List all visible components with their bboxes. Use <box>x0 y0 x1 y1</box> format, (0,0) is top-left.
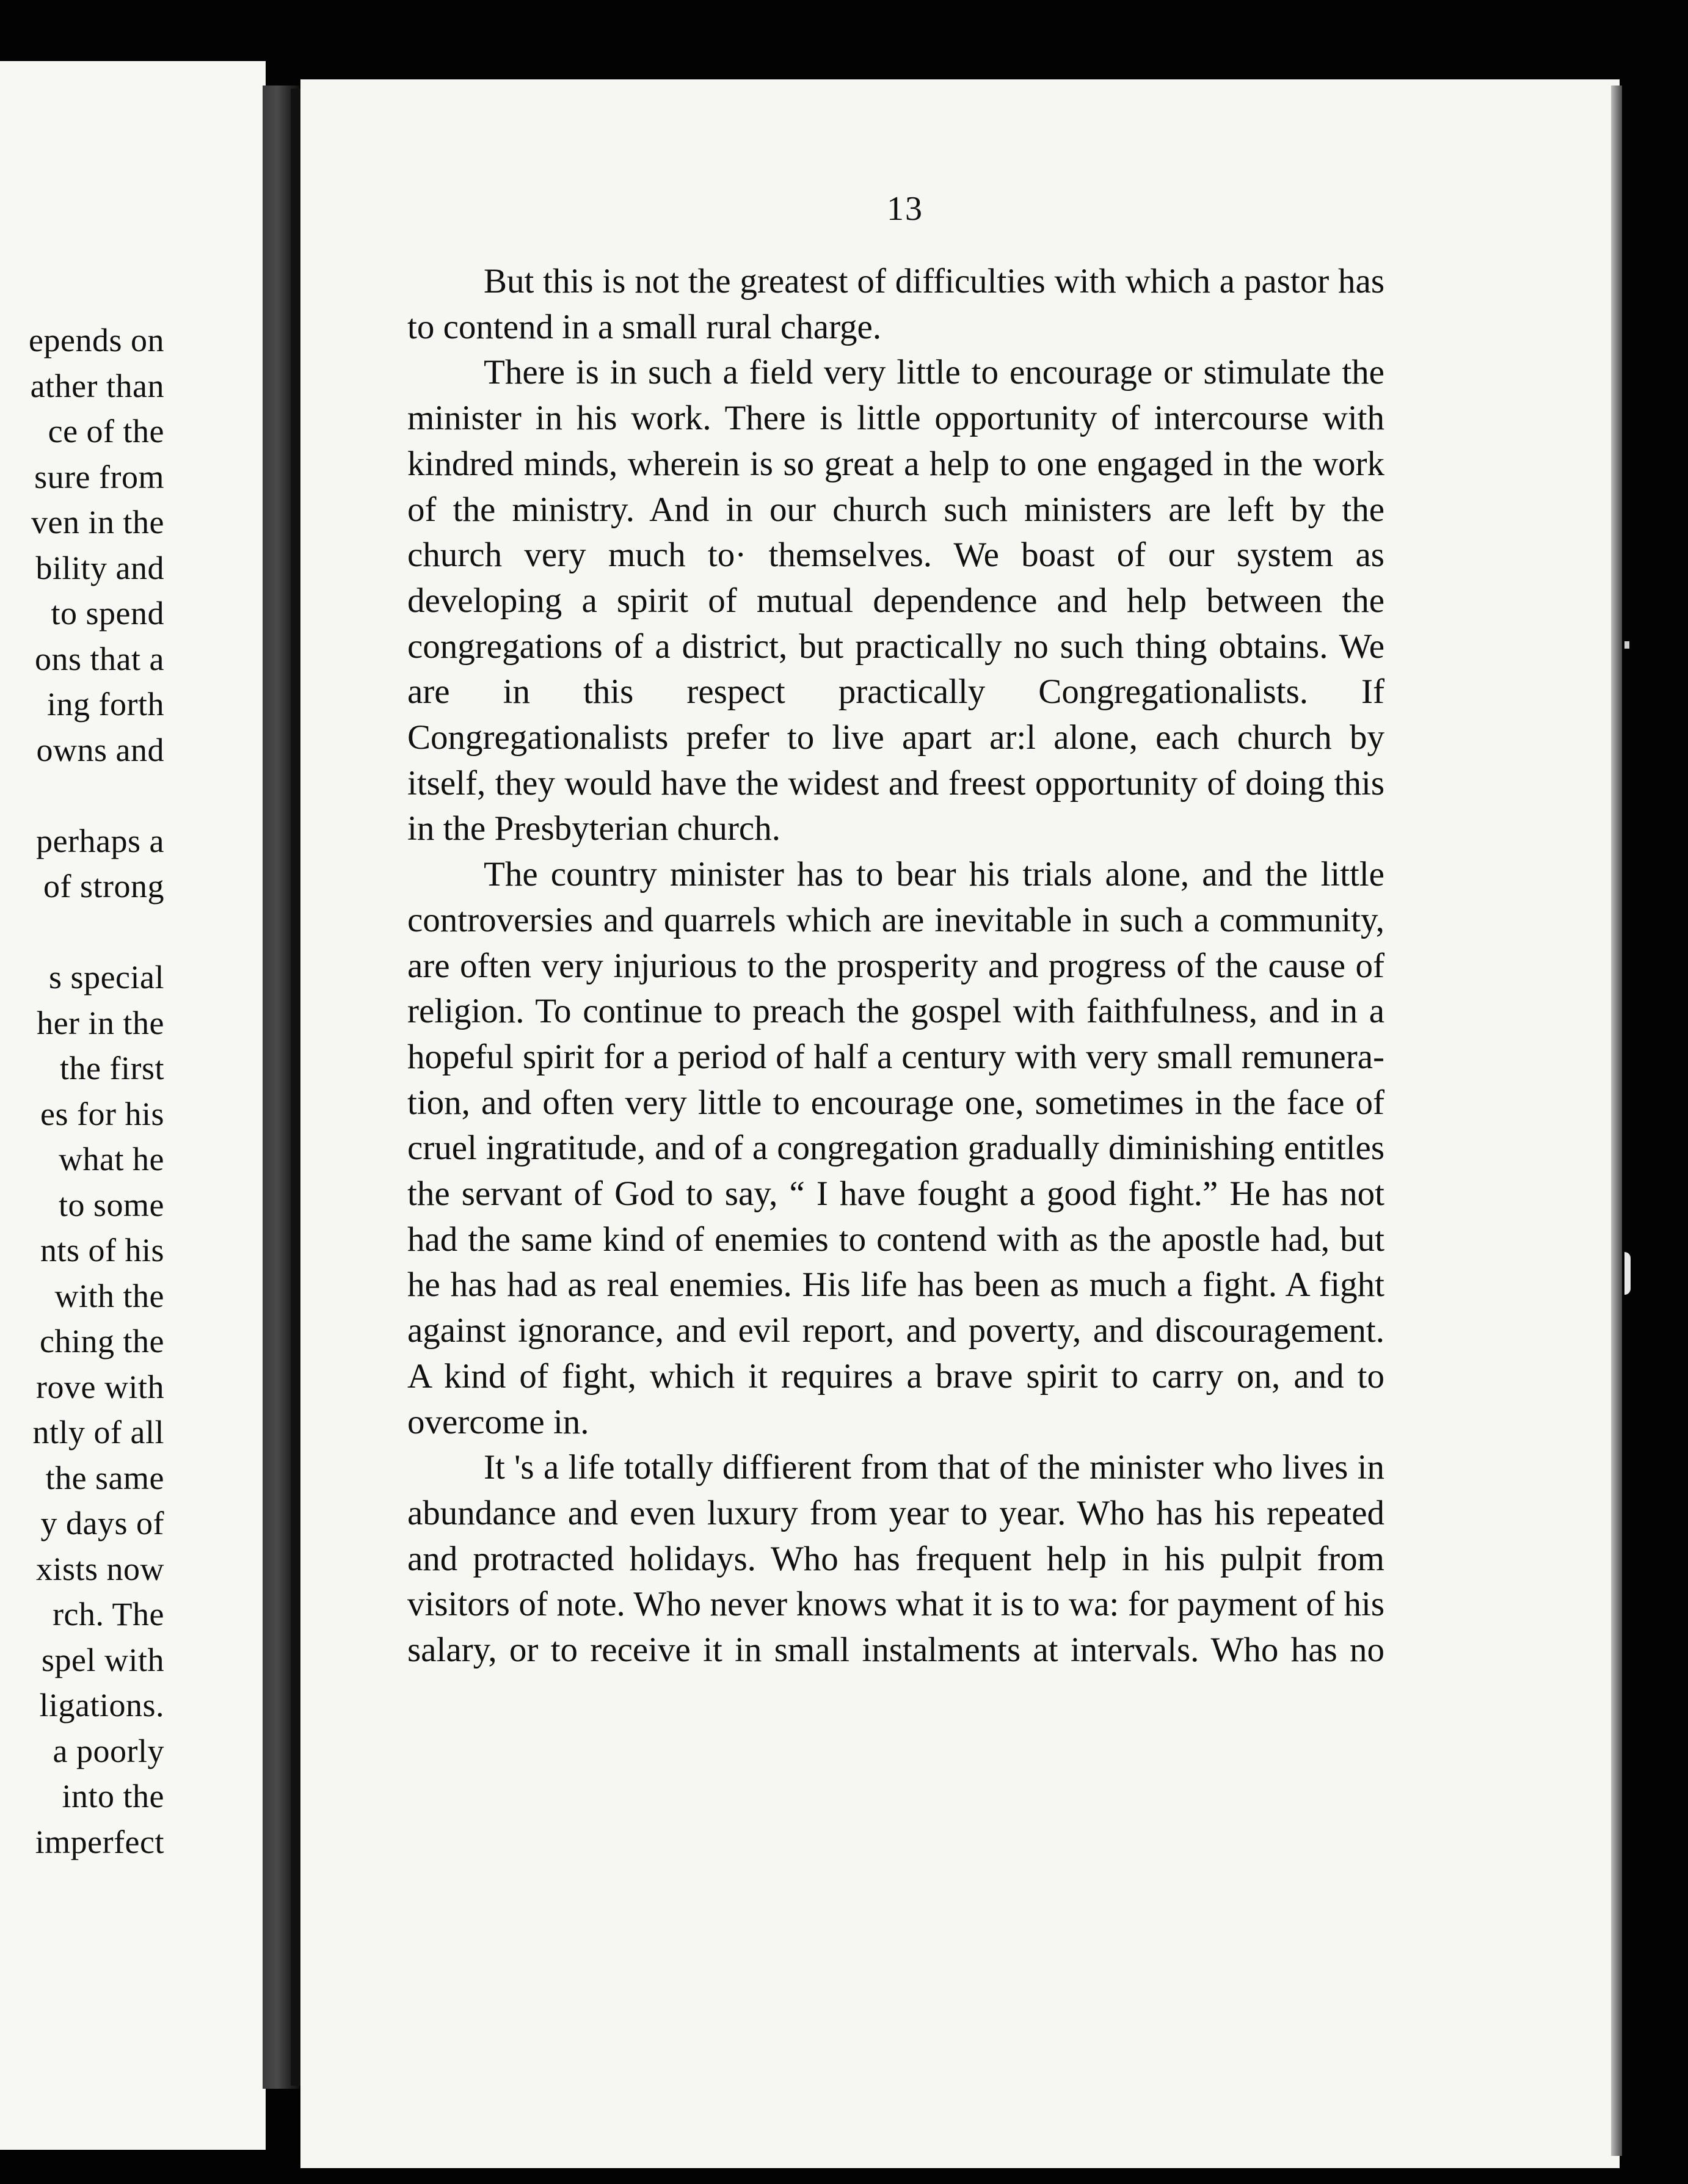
left-page-line: into the <box>62 1778 164 1815</box>
left-page-line: of strong <box>43 868 164 905</box>
left-page-line: ons that a <box>35 640 164 677</box>
left-page-line: ing forth <box>47 686 164 723</box>
left-page-line: ven in the <box>31 504 164 541</box>
left-page-line: the same <box>45 1459 164 1496</box>
left-page-line: sure from <box>34 458 164 495</box>
left-page-line: the first <box>60 1050 164 1087</box>
left-page-line: epends on <box>29 322 164 359</box>
page-shadow <box>1611 86 1622 2156</box>
left-page-line: ce of the <box>48 413 164 450</box>
paragraph: There is in such a field very little to encourage or stimulate the minister in his work. There is little opportunity of intercourse with kindred minds, wherein is so great a help to one engaged in the work of the ministry. And in our church such ministers are left by the church very much to· themselves. We boast of our system as developing a spirit of mutual dependence and help between the congregations of a district, but practically no such thing obtains. We are in this respect practically Congregationalists. If Congregationalists prefer to live apart ar:l alone, each church by itself, they would have the widest and freest opportunity of doing this in the Presbyterian church. <box>407 353 1384 848</box>
left-page-line: nts of his <box>40 1232 164 1269</box>
left-page-line: ligations. <box>39 1687 164 1724</box>
left-page-line <box>0 773 164 818</box>
left-page-line: es for his <box>40 1095 164 1132</box>
left-page-line: owns and <box>36 731 164 768</box>
left-page-line: spel with <box>42 1641 164 1678</box>
left-page-line: ntly of all <box>32 1414 164 1451</box>
left-page-line <box>0 909 164 955</box>
edge-speck <box>1624 641 1629 649</box>
left-page-line: y days of <box>40 1505 164 1542</box>
left-page-line: to some <box>59 1186 164 1223</box>
page-body <box>407 259 1384 1673</box>
left-page-line: imperfect <box>35 1823 164 1860</box>
left-page-line: perhaps a <box>36 822 164 859</box>
page-number: 13 <box>887 190 923 228</box>
left-page-line: a poorly <box>53 1732 164 1769</box>
left-page-line: rove with <box>36 1368 164 1405</box>
left-page-line: xists now <box>35 1550 164 1587</box>
left-page-line: s special <box>49 959 164 996</box>
left-page-line: with the <box>54 1277 164 1314</box>
left-page-line: ching the <box>40 1323 164 1360</box>
edge-speck <box>1624 1252 1631 1295</box>
left-page-line: rch. The <box>53 1596 164 1633</box>
paragraph: But this is not the greatest of difficulties with which a pastor has to contend in a small rural charge. <box>407 262 1384 346</box>
left-page-text <box>0 318 164 1865</box>
left-page <box>0 61 266 2150</box>
paragraph: It 's a life totally diffierent from that of the minister who lives in abundance and even luxury from year to year. Who has his repeated and protracted holidays. Who has frequent help in his pulpit from visitors of note. Who never knows what it is to wa: for payment of his salary, or to receive it in small instalments at intervals. Who has no <box>407 1448 1384 1670</box>
left-page-line: what he <box>59 1141 164 1178</box>
left-page-line: ather than <box>30 367 164 404</box>
right-page <box>300 79 1620 2168</box>
left-page-line: her in the <box>37 1004 164 1041</box>
paragraph: The country minister has to bear his trials alone, and the little controversies and quarrels which are inevitable in such a community, are often very injurious to the prosperity and progress of the cause of religion. To continue to preach the gospel with faithfulness, and in a hopeful spirit for a period of half a century with very small remunera-tion, and often very little to encourage one, sometimes in the face of cruel ingratitude, and of a congregation gradually diminishing entitles the servant of God to say, “ I have fought a good fight.” He has not had the same kind of enemies to contend with as the apostle had, but he has had as real enemies. His life has been as much a fight. A fight against ignorance, and evil report, and poverty, and discouragement. A kind of fight, which it requires a brave spirit to carry on, and to overcome in. <box>407 855 1384 1441</box>
left-page-line: bility and <box>35 549 164 586</box>
page-edge <box>291 89 300 2086</box>
left-page-line: to spend <box>51 595 164 632</box>
